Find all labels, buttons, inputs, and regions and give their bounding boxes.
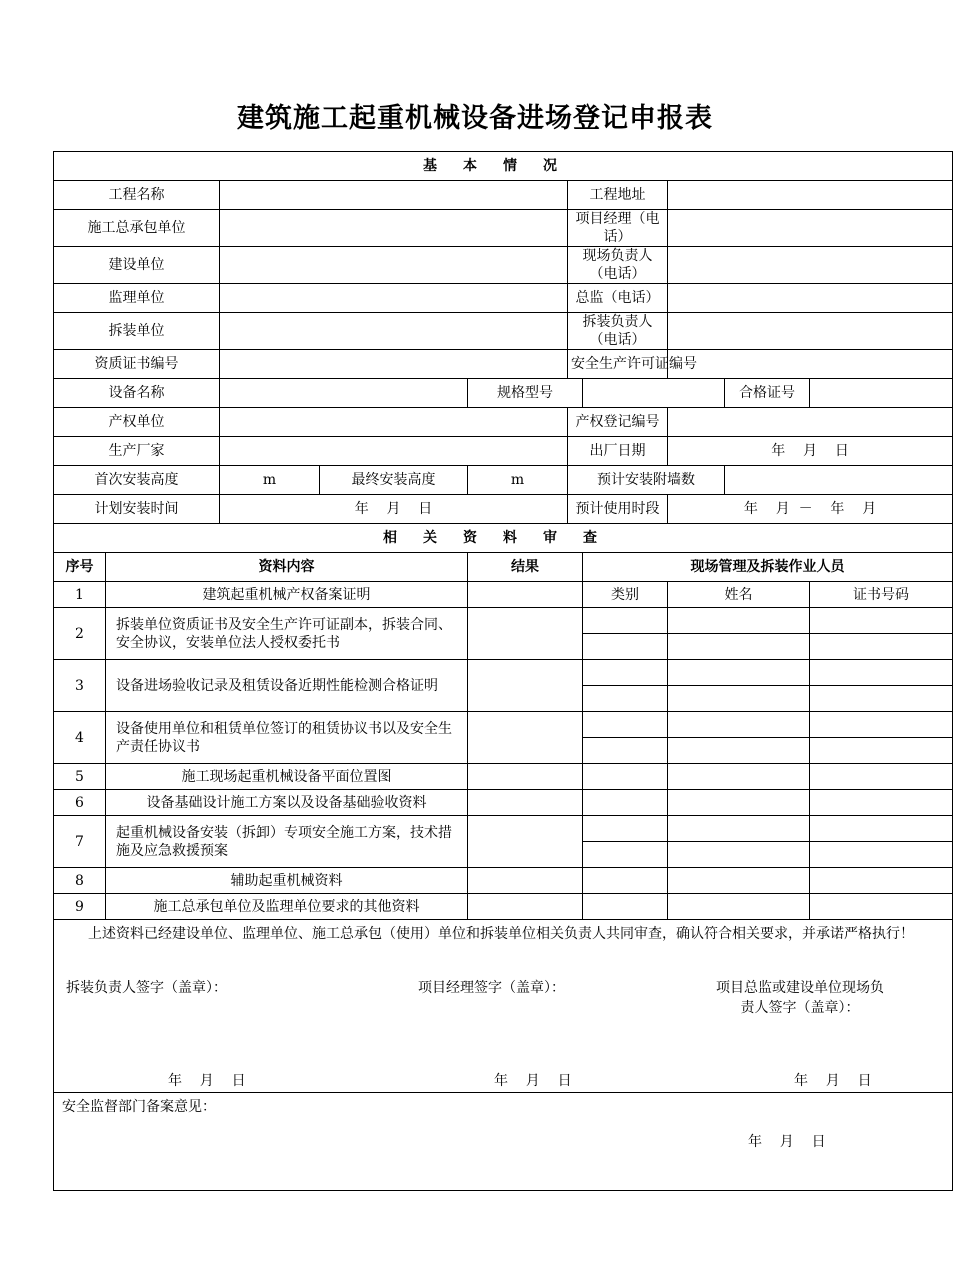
label-certificate-no: 合格证号 <box>725 379 810 408</box>
personnel-name-cell[interactable] <box>668 790 810 816</box>
item-content: 建筑起重机械产权备案证明 <box>106 582 468 608</box>
personnel-category-cell[interactable] <box>583 634 668 660</box>
field-final-height[interactable]: m <box>468 466 568 495</box>
personnel-cert-cell[interactable] <box>810 842 953 868</box>
personnel-category-cell[interactable] <box>583 608 668 634</box>
review-section-heading: 相关资料审查 <box>54 524 953 553</box>
personnel-name-cell[interactable] <box>668 686 810 712</box>
label-property-reg-no: 产权登记编号 <box>568 408 668 437</box>
field-wall-attachments[interactable] <box>725 466 953 495</box>
personnel-category-cell[interactable] <box>583 712 668 738</box>
chief-signature-label: 项目总监或建设单位现场负责人签字（盖章）： <box>716 980 884 1016</box>
form-title: 建筑施工起重机械设备进场登记申报表 <box>237 103 713 134</box>
personnel-name-cell[interactable] <box>668 660 810 686</box>
personnel-category-cell[interactable] <box>583 868 668 894</box>
personnel-name-cell[interactable] <box>668 608 810 634</box>
item-no: 3 <box>54 660 106 712</box>
item-content: 设备使用单位和租赁单位签订的租赁协议书以及安全生产责任协议书 <box>106 712 468 764</box>
field-project-address[interactable] <box>668 181 953 210</box>
item-no: 2 <box>54 608 106 660</box>
personnel-cert-cell[interactable] <box>810 894 953 920</box>
installer-sign-date: 年 月 日 <box>168 1073 246 1089</box>
personnel-category-cell[interactable] <box>583 894 668 920</box>
personnel-category-cell[interactable] <box>583 842 668 868</box>
field-install-leader[interactable] <box>668 313 953 350</box>
field-first-height[interactable]: m <box>220 466 320 495</box>
col-content-header: 资料内容 <box>106 553 468 582</box>
field-qualification-no[interactable] <box>220 350 568 379</box>
field-safety-license-no[interactable] <box>668 350 953 379</box>
label-factory-date: 出厂日期 <box>568 437 668 466</box>
item-content: 拆装单位资质证书及安全生产许可证副本，拆装合同、安全协议，安装单位法人授权委托书 <box>106 608 468 660</box>
personnel-name-cell[interactable] <box>668 764 810 790</box>
declaration-text: 上述资料已经建设单位、监理单位、施工总承包（使用）单位和拆装单位相关负责人共同审查，确认符合相关要求，并承诺严格执行！ <box>88 926 914 942</box>
item-no: 6 <box>54 790 106 816</box>
item-result[interactable] <box>468 608 583 660</box>
item-content: 辅助起重机械资料 <box>106 868 468 894</box>
filing-label: 安全监督部门备案意见： <box>62 1099 216 1115</box>
field-manufacturer[interactable] <box>220 437 568 466</box>
field-equipment-name[interactable] <box>220 379 468 408</box>
label-construction-unit: 建设单位 <box>54 247 220 284</box>
personnel-category-cell[interactable] <box>583 816 668 842</box>
label-model-spec: 规格型号 <box>468 379 583 408</box>
field-factory-date[interactable]: 年 月 日 <box>668 437 953 466</box>
item-content: 设备基础设计施工方案以及设备基础验收资料 <box>106 790 468 816</box>
label-qualification-no: 资质证书编号 <box>54 350 220 379</box>
personnel-cert-cell[interactable] <box>810 790 953 816</box>
item-result[interactable] <box>468 894 583 920</box>
item-result[interactable] <box>468 868 583 894</box>
personnel-name-cell[interactable] <box>668 816 810 842</box>
personnel-cert-cell[interactable] <box>810 686 953 712</box>
personnel-name-cell[interactable] <box>668 634 810 660</box>
field-site-leader[interactable] <box>668 247 953 284</box>
field-use-period[interactable]: 年 月 － 年 月 <box>668 495 953 524</box>
personnel-cert-cell[interactable] <box>810 868 953 894</box>
item-result[interactable] <box>468 764 583 790</box>
pm-sign-date: 年 月 日 <box>494 1073 572 1089</box>
label-use-period: 预计使用时段 <box>568 495 668 524</box>
field-install-time[interactable]: 年 月 日 <box>220 495 568 524</box>
item-result[interactable] <box>468 790 583 816</box>
col-category-header: 类别 <box>583 582 668 608</box>
field-chief-supervisor[interactable] <box>668 284 953 313</box>
personnel-cert-cell[interactable] <box>810 634 953 660</box>
field-supervision-unit[interactable] <box>220 284 568 313</box>
personnel-name-cell[interactable] <box>668 712 810 738</box>
personnel-category-cell[interactable] <box>583 790 668 816</box>
field-project-name[interactable] <box>220 181 568 210</box>
item-content: 设备进场验收记录及租赁设备近期性能检测合格证明 <box>106 660 468 712</box>
personnel-cert-cell[interactable] <box>810 660 953 686</box>
field-model-spec[interactable] <box>583 379 725 408</box>
col-personnel-header: 现场管理及拆装作业人员 <box>583 553 953 582</box>
personnel-name-cell[interactable] <box>668 738 810 764</box>
item-content: 施工总承包单位及监理单位要求的其他资料 <box>106 894 468 920</box>
label-safety-license-no: 安全生产许可证编号 <box>568 350 668 379</box>
label-project-name: 工程名称 <box>54 181 220 210</box>
field-install-unit[interactable] <box>220 313 568 350</box>
item-content: 起重机械设备安装（拆卸）专项安全施工方案，技术措施及应急救援预案 <box>106 816 468 868</box>
personnel-name-cell[interactable] <box>668 868 810 894</box>
item-no: 9 <box>54 894 106 920</box>
item-no: 1 <box>54 582 106 608</box>
field-project-manager[interactable] <box>668 210 953 247</box>
personnel-category-cell[interactable] <box>583 660 668 686</box>
label-project-address: 工程地址 <box>568 181 668 210</box>
item-result[interactable] <box>468 660 583 712</box>
field-certificate-no[interactable] <box>810 379 953 408</box>
item-result[interactable] <box>468 816 583 868</box>
label-project-manager: 项目经理（电话） <box>568 210 668 247</box>
item-result[interactable] <box>468 712 583 764</box>
field-general-contractor[interactable] <box>220 210 568 247</box>
label-install-unit: 拆装单位 <box>54 313 220 350</box>
label-manufacturer: 生产厂家 <box>54 437 220 466</box>
personnel-category-cell[interactable] <box>583 686 668 712</box>
item-no: 8 <box>54 868 106 894</box>
installer-signature-label: 拆装负责人签字（盖章）： <box>66 980 227 996</box>
label-install-time: 计划安装时间 <box>54 495 220 524</box>
field-construction-unit[interactable] <box>220 247 568 284</box>
item-result[interactable] <box>468 582 583 608</box>
label-wall-attachments: 预计安装附墙数 <box>568 466 725 495</box>
label-equipment-name: 设备名称 <box>54 379 220 408</box>
personnel-category-cell[interactable] <box>583 738 668 764</box>
personnel-name-cell[interactable] <box>668 894 810 920</box>
personnel-cert-cell[interactable] <box>810 608 953 634</box>
col-no-header: 序号 <box>54 553 106 582</box>
label-property-unit: 产权单位 <box>54 408 220 437</box>
label-general-contractor: 施工总承包单位 <box>54 210 220 247</box>
label-first-height: 首次安装高度 <box>54 466 220 495</box>
item-no: 4 <box>54 712 106 764</box>
filing-section <box>54 1093 953 1191</box>
chief-sign-date: 年 月 日 <box>794 1073 872 1089</box>
personnel-cert-cell[interactable] <box>810 764 953 790</box>
item-no: 7 <box>54 816 106 868</box>
personnel-cert-cell[interactable] <box>810 816 953 842</box>
col-cert-header: 证书号码 <box>810 582 953 608</box>
filing-date: 年 月 日 <box>748 1134 826 1150</box>
field-property-unit[interactable] <box>220 408 568 437</box>
personnel-cert-cell[interactable] <box>810 738 953 764</box>
personnel-name-cell[interactable] <box>668 842 810 868</box>
item-no: 5 <box>54 764 106 790</box>
registration-form <box>53 151 953 1191</box>
label-final-height: 最终安装高度 <box>320 466 468 495</box>
col-result-header: 结果 <box>468 553 583 582</box>
field-property-reg-no[interactable] <box>668 408 953 437</box>
label-install-leader: 拆装负责人（电话） <box>568 313 668 350</box>
personnel-cert-cell[interactable] <box>810 712 953 738</box>
declaration-section <box>54 920 953 1093</box>
item-content: 施工现场起重机械设备平面位置图 <box>106 764 468 790</box>
personnel-category-cell[interactable] <box>583 764 668 790</box>
pm-signature-label: 项目经理签字（盖章）： <box>418 980 565 996</box>
col-name-header: 姓名 <box>668 582 810 608</box>
label-site-leader: 现场负责人（电话） <box>568 247 668 284</box>
label-supervision-unit: 监理单位 <box>54 284 220 313</box>
label-chief-supervisor: 总监（电话） <box>568 284 668 313</box>
basic-section-heading: 基本情况 <box>54 152 953 181</box>
